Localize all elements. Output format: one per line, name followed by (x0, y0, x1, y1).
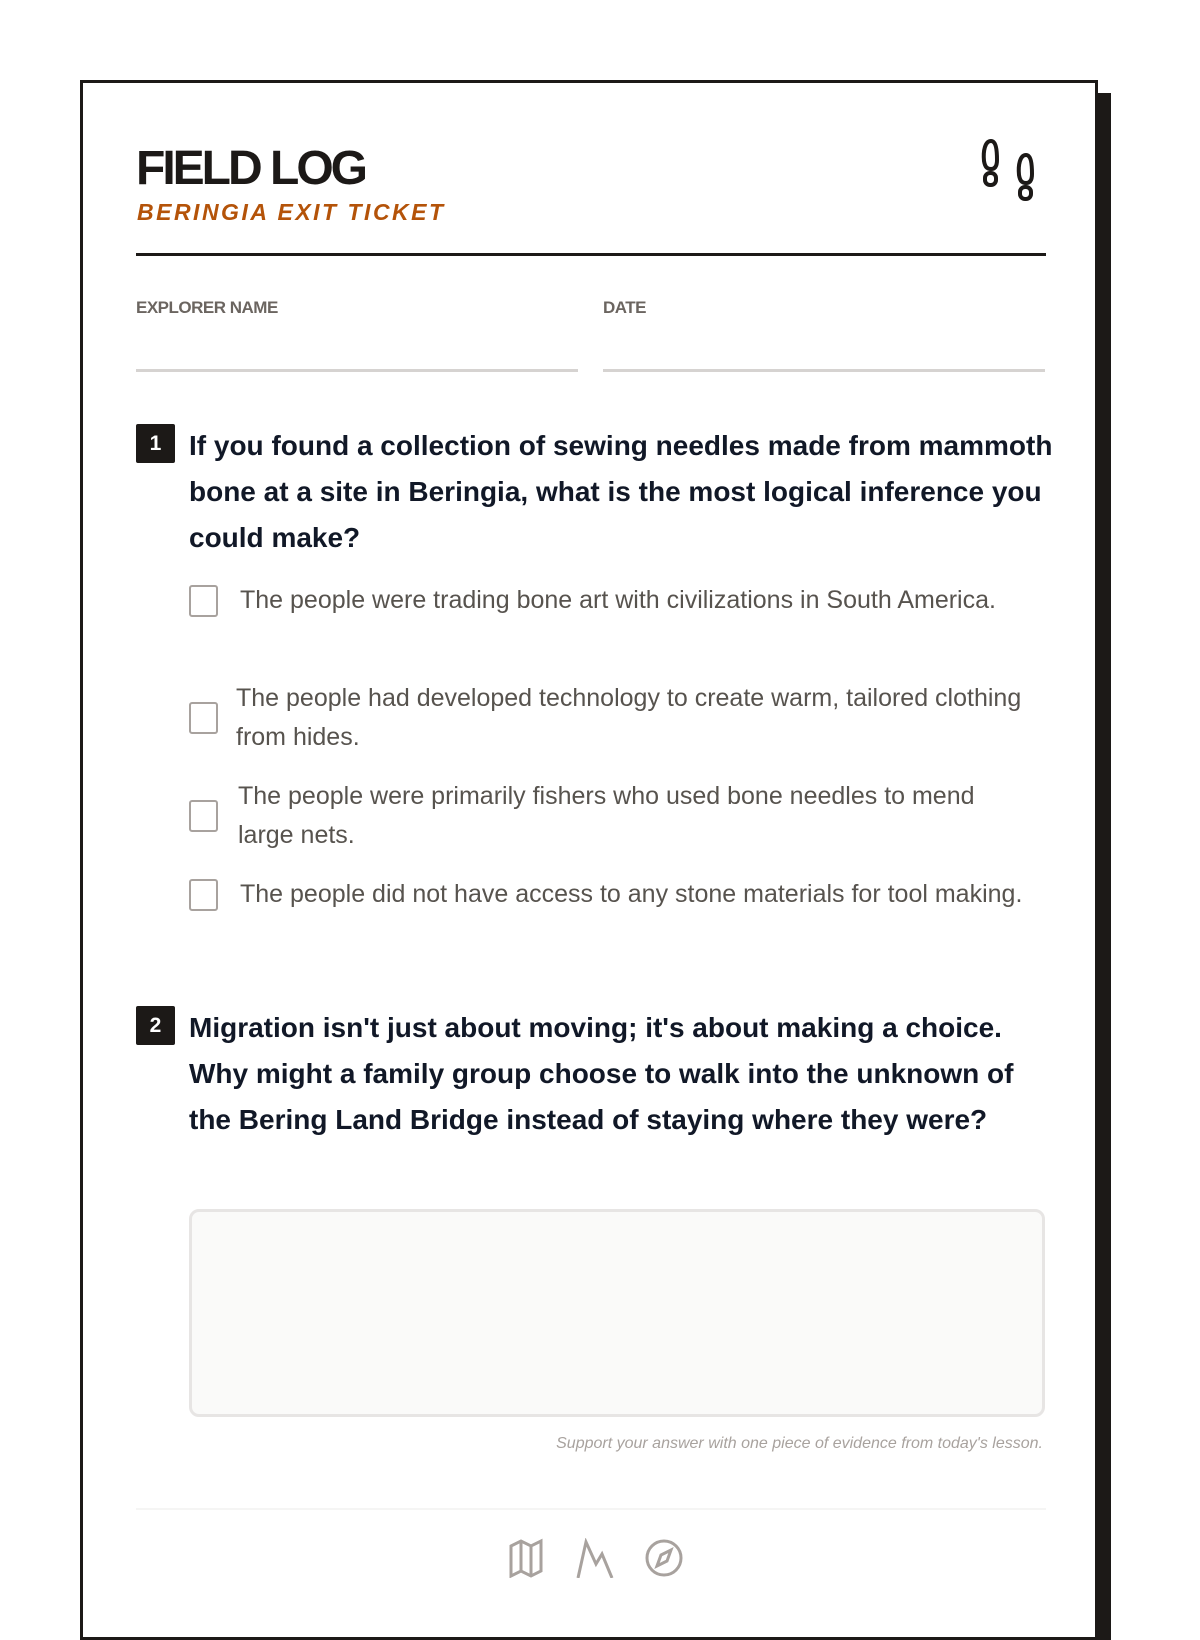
page-subtitle: BERINGIA EXIT TICKET (137, 199, 446, 225)
question-1-text: If you found a collection of sewing needles made from mammoth bone at a site in Beringia, what is the most logical inference you could make? (189, 430, 1053, 553)
option-label: The people were trading bone art with civilizations in South America. (240, 586, 996, 614)
checkbox[interactable] (189, 800, 218, 832)
exit-ticket-card (80, 80, 1098, 1640)
map-icon (508, 1538, 544, 1578)
question-2-text: Migration isn't just about moving; it's about making a choice. Why might a family group choose to walk into the unknown of the Bering Land Bridge instead of staying where they were? (189, 1012, 1014, 1135)
explorer-name-input[interactable] (136, 369, 578, 372)
checkbox[interactable] (189, 879, 218, 911)
option-label: The people had developed technology to create warm, tailored clothing from hides. (236, 684, 1022, 751)
option-1[interactable] (189, 581, 1029, 620)
page-title: FIELD LOG (136, 142, 365, 195)
footer-icons (508, 1538, 684, 1578)
answer-textarea[interactable] (189, 1209, 1045, 1417)
option-label: The people were primarily fishers who used bone needles to mend large nets. (238, 782, 975, 849)
footprints-icon (979, 137, 1043, 203)
question-number-badge: 1 (136, 424, 175, 463)
compass-icon (644, 1538, 684, 1578)
option-label: The people did not have access to any stone materials for tool making. (240, 880, 1023, 908)
date-label: DATE (603, 298, 647, 317)
option-3[interactable] (189, 777, 1029, 855)
header-divider (136, 253, 1046, 256)
explorer-name-label: EXPLORER NAME (136, 298, 278, 317)
option-4[interactable] (189, 875, 1029, 914)
footer-divider (136, 1508, 1046, 1510)
checkbox[interactable] (189, 585, 218, 617)
checkbox[interactable] (189, 702, 218, 734)
mountain-icon (574, 1538, 614, 1578)
question-number-badge: 2 (136, 1006, 175, 1045)
date-input[interactable] (603, 369, 1045, 372)
option-2[interactable] (189, 679, 1029, 757)
answer-hint: Support your answer with one piece of evidence from today's lesson. (556, 1435, 1043, 1452)
